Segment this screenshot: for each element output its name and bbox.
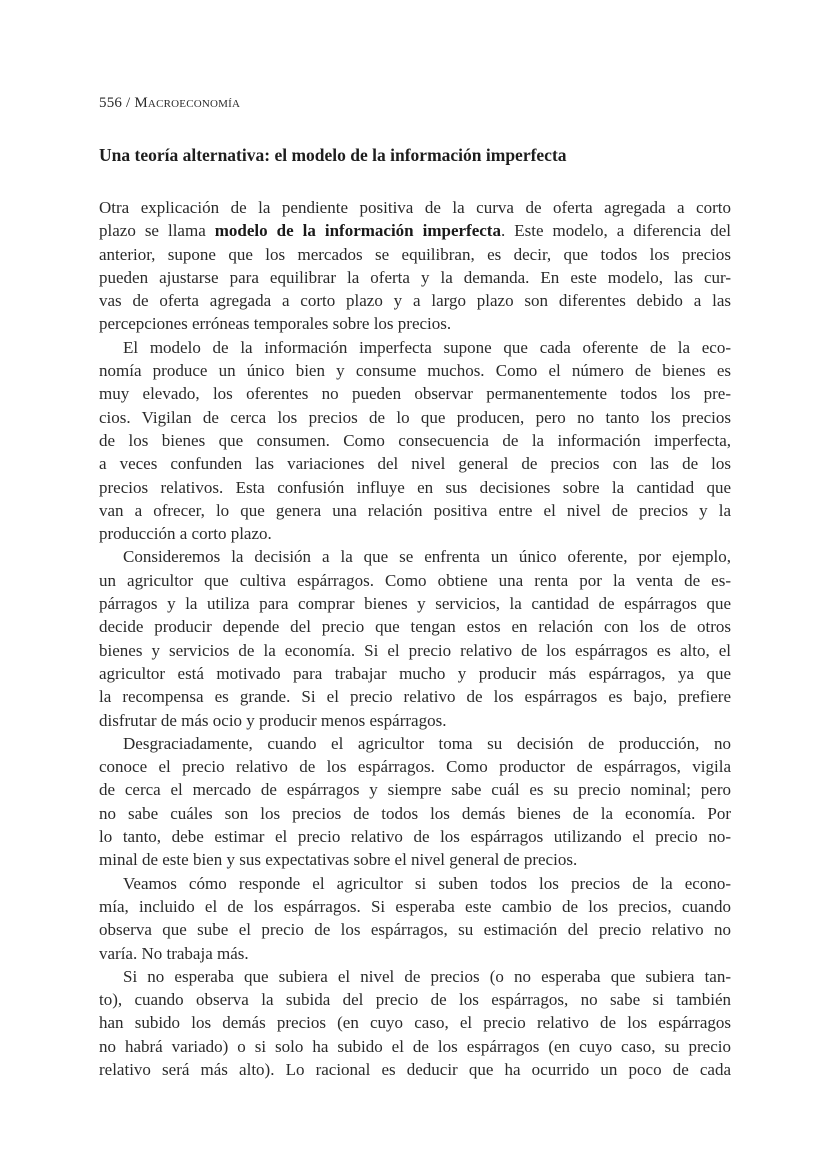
text-segment: cios. Vigilan de cerca los precios de lo que producen, pero no tanto los precios bbox=[99, 407, 731, 427]
text-segment: anterior, supone que los mercados se equilibran, es decir, que todos los precios bbox=[99, 244, 731, 264]
text-segment: . Este modelo, a diferencia del bbox=[500, 221, 731, 241]
text-line bbox=[99, 382, 731, 405]
text-segment: van a ofrecer, lo que genera una relación positiva entre el nivel de precios y la bbox=[99, 500, 731, 520]
text-segment: bienes y servicios de la economía. Si el precio relativo de los espárragos es alto, el bbox=[99, 640, 731, 660]
text-line bbox=[99, 312, 731, 335]
running-head bbox=[99, 95, 240, 112]
paragraph bbox=[99, 545, 731, 731]
text-segment: Otra explicación de la pendiente positiva de la curva de oferta agregada a corto bbox=[99, 198, 731, 217]
text-line bbox=[99, 359, 731, 382]
text-segment: Consideremos la decisión a la que se enfrenta un único oferente, por ejemplo, bbox=[123, 547, 731, 567]
paragraph bbox=[99, 872, 731, 965]
text-line bbox=[99, 872, 731, 895]
text-line bbox=[99, 942, 731, 965]
body-text bbox=[99, 196, 731, 1081]
text-line bbox=[99, 429, 731, 452]
text-segment: no habrá variado) o si solo ha subido el de los espárragos (en cuyo caso, su precio bbox=[99, 1036, 731, 1056]
text-segment: de cerca el mercado de espárragos y siempre sabe cuál es su precio nominal; pero bbox=[99, 780, 731, 800]
running-head-separator: / bbox=[122, 95, 135, 111]
page-number: 556 bbox=[99, 95, 123, 111]
text-line bbox=[99, 1058, 731, 1081]
text-line bbox=[99, 732, 731, 755]
text-segment: minal de este bien y sus expectativas sobre el nivel general de precios. bbox=[99, 850, 578, 870]
text-line bbox=[99, 778, 731, 801]
text-segment: Desgraciadamente, cuando el agricultor toma su decisión de producción, no bbox=[123, 733, 731, 753]
paragraph bbox=[99, 732, 731, 872]
text-line bbox=[99, 499, 731, 522]
bold-term: modelo de la información imperfecta bbox=[214, 221, 501, 241]
text-line bbox=[99, 709, 731, 732]
text-line bbox=[99, 1011, 731, 1034]
text-line bbox=[99, 452, 731, 475]
text-segment: Si no esperaba que subiera el nivel de precios (o no esperaba que subiera tan- bbox=[123, 966, 731, 986]
text-line bbox=[99, 289, 731, 312]
text-line bbox=[99, 918, 731, 941]
paragraph bbox=[99, 336, 731, 546]
text-line bbox=[99, 592, 731, 615]
text-line bbox=[99, 196, 731, 219]
text-segment: a veces confunden las variaciones del nivel general de precios con las de los bbox=[99, 454, 731, 474]
text-segment: to), cuando observa la subida del precio de los espárragos, no sabe si también bbox=[99, 990, 731, 1010]
text-segment: varía. No trabaja más. bbox=[99, 943, 249, 963]
text-segment: lo tanto, debe estimar el precio relativo de los espárragos utilizando el precio no- bbox=[99, 827, 731, 847]
text-line bbox=[99, 639, 731, 662]
text-segment: El modelo de la información imperfecta supone que cada oferente de la eco- bbox=[123, 337, 731, 357]
text-line bbox=[99, 476, 731, 499]
text-segment: han subido los demás precios (en cuyo caso, el precio relativo de los espárragos bbox=[99, 1013, 731, 1033]
text-segment: decide producir depende del precio que tengan estos en relación con los de otros bbox=[99, 617, 731, 637]
text-segment: producción a corto plazo. bbox=[99, 524, 272, 544]
text-segment: vas de oferta agregada a corto plazo y a largo plazo son diferentes debido a las bbox=[99, 291, 731, 311]
text-line bbox=[99, 615, 731, 638]
text-segment: nomía produce un único bien y consume muchos. Como el número de bienes es bbox=[99, 361, 731, 381]
text-line bbox=[99, 243, 731, 266]
text-line bbox=[99, 965, 731, 988]
text-line bbox=[99, 802, 731, 825]
text-segment: no sabe cuáles son los precios de todos los demás bienes de la economía. Por bbox=[99, 803, 731, 823]
text-segment: conoce el precio relativo de los espárragos. Como productor de espárragos, vigila bbox=[99, 757, 731, 777]
book-title: Macroeconomía bbox=[134, 95, 241, 111]
text-segment: plazo se llama bbox=[99, 221, 215, 241]
text-segment: de los bienes que consumen. Como consecuencia de la información imperfecta, bbox=[99, 430, 731, 450]
text-line bbox=[99, 848, 731, 871]
text-segment: Veamos cómo responde el agricultor si suben todos los precios de la econo- bbox=[123, 873, 731, 893]
text-segment: relativo será más alto). Lo racional es deducir que ha ocurrido un poco de cada bbox=[99, 1059, 731, 1079]
paragraph bbox=[99, 196, 731, 336]
paragraph bbox=[99, 965, 731, 1081]
text-segment: precios relativos. Esta confusión influye en sus decisiones sobre la cantidad que bbox=[99, 477, 731, 497]
text-segment: observa que sube el precio de los espárragos, su estimación del precio relativo no bbox=[99, 920, 731, 940]
text-segment: pueden ajustarse para equilibrar la oferta y la demanda. En este modelo, las cur- bbox=[99, 267, 731, 287]
text-line bbox=[99, 755, 731, 778]
text-line bbox=[99, 662, 731, 685]
text-segment: párragos y la utiliza para comprar bienes y servicios, la cantidad de espárragos que bbox=[99, 594, 731, 614]
text-segment: percepciones erróneas temporales sobre los precios. bbox=[99, 314, 452, 334]
text-line bbox=[99, 336, 731, 359]
text-segment: la recompensa es grande. Si el precio relativo de los espárragos es bajo, prefiere bbox=[99, 687, 731, 707]
text-segment: disfrutar de más ocio y producir menos espárragos. bbox=[99, 710, 447, 730]
text-line bbox=[99, 522, 731, 545]
text-line bbox=[99, 988, 731, 1011]
text-line bbox=[99, 406, 731, 429]
text-line bbox=[99, 219, 731, 242]
text-line bbox=[99, 895, 731, 918]
text-segment: un agricultor que cultiva espárragos. Como obtiene una renta por la venta de es- bbox=[99, 570, 731, 590]
text-line bbox=[99, 1035, 731, 1058]
text-line bbox=[99, 825, 731, 848]
text-segment: agricultor está motivado para trabajar mucho y producir más espárragos, ya que bbox=[99, 663, 731, 683]
text-line bbox=[99, 685, 731, 708]
text-segment: mía, incluido el de los espárragos. Si esperaba este cambio de los precios, cuando bbox=[99, 896, 731, 916]
section-heading: Una teoría alternativa: el modelo de la información imperfecta bbox=[99, 145, 567, 165]
text-line bbox=[99, 569, 731, 592]
text-segment: muy elevado, los oferentes no pueden observar permanentemente todos los pre- bbox=[99, 384, 731, 404]
text-line bbox=[99, 266, 731, 289]
text-line bbox=[99, 545, 731, 568]
